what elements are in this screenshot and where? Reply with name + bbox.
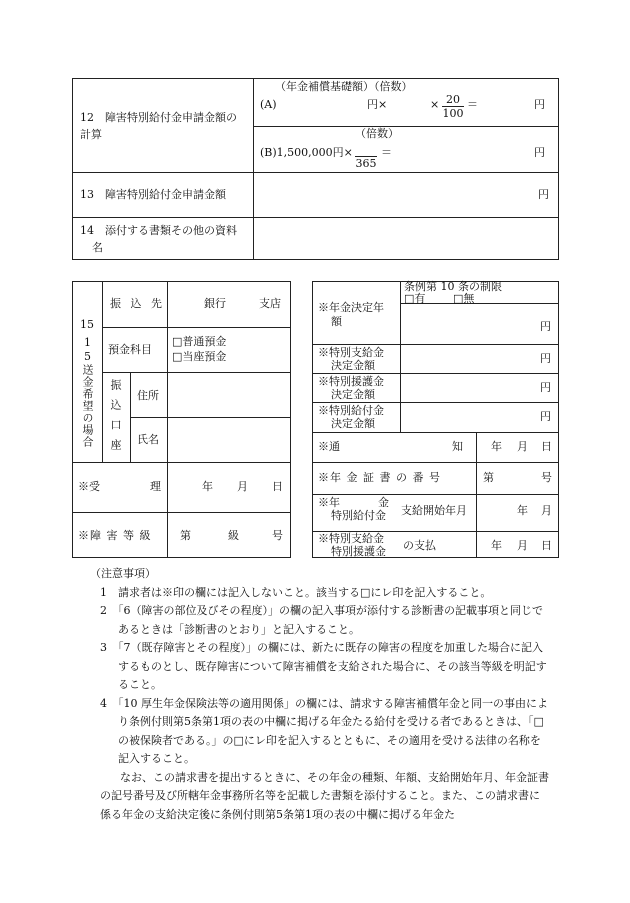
payment-day: 日 (541, 539, 552, 552)
payment-start-label: 支給開始年月 (401, 504, 467, 517)
item13-label: 13 障害特別給付金申請金額 (80, 188, 226, 201)
grade-kyu: 級 (228, 529, 239, 542)
notes-heading: （注意事項） (90, 567, 156, 580)
pension-benefit-label-1b: 金 (378, 496, 389, 509)
name-label: 氏名 (137, 433, 159, 446)
grade-dai: 第 (180, 529, 191, 542)
special-payment-label-1: ※特別支給金 (318, 346, 384, 359)
item12-row-b-header: （倍数） (355, 127, 399, 140)
certificate-go: 号 (541, 471, 552, 484)
branch-label: 支店 (259, 297, 281, 310)
item14-label-line1: 14 添付する書類その他の資料 (80, 224, 237, 237)
pension-annual-amount-label-1: ※年金決定年 (318, 301, 384, 314)
notification-month: 月 (517, 440, 528, 453)
item12-row-b-fraction (355, 143, 377, 170)
note-paragraph: なお、この請求書を提出するときに、その年金の種類、年額、支給開始年月、年金証書の記号番号及び所轄年金事務所名等を記載した書類を添付すること。また、この請求書に係る年金の支給決定後に条例付則第5条第1項の表の中欄に掲げる年金た (100, 770, 549, 821)
notification-day: 日 (541, 440, 552, 453)
payment-month: 月 (517, 539, 528, 552)
item12-row-b-denominator: 365 (355, 157, 377, 170)
receipt-label: ※受 (78, 480, 100, 493)
payment-start-year: 年 (517, 504, 528, 517)
item13-yen: 円 (538, 188, 549, 201)
item12-label-line1: 12 障害特別給付金申請金額の (80, 111, 237, 124)
payment-label: の支払 (403, 539, 436, 552)
pension-benefit-label-1a: ※年 (318, 496, 340, 509)
special-benefit-yen: 円 (540, 410, 551, 423)
item12-label-line2: 計算 (80, 128, 102, 141)
item12-row-a-yen: 円 (534, 98, 545, 111)
special-payment-label-2: 決定金額 (331, 359, 375, 372)
item12-row-a-header: （年金補償基礎額）（倍数） (275, 80, 413, 93)
ordinance-limit-label: 条例第 10 条の制限 (404, 280, 502, 293)
item14-label-line2: 名 (92, 241, 103, 254)
note-item-4: 4 「10 厚生年金保険法等の適用関係」の欄には、請求する障害補償年金と同一の事由により条例付則第5条第1項の表の中欄に掲げる年金たる給付を受ける者であるときは、「□ の被保険者である。」の□にレ印を記入するとともに、その適用を受ける法律の名称を記入すること。 (100, 696, 599, 765)
note-item-1: 1 請求者は※印の欄には記入しないこと。該当する□にレ印を記入すること。 (100, 585, 492, 599)
transfer-account-label: 振込口座 (109, 379, 122, 459)
item12-row-b-yen: 円 (534, 146, 545, 159)
payment-year: 年 (491, 539, 502, 552)
certificate-dai: 第 (483, 471, 494, 484)
remittance-destination-label: 振 込 先 (110, 297, 165, 310)
certificate-number-label: ※年 金 証 書 の 番 号 (318, 471, 441, 484)
item12-row-a-denominator: 100 (442, 107, 464, 120)
top-table-divider (253, 78, 254, 260)
item12-row-a-equals: ＝ (467, 98, 478, 111)
grade-go: 号 (272, 529, 283, 542)
notification-year: 年 (491, 440, 502, 453)
special-aid-label-2: 決定金額 (331, 388, 375, 401)
account-type-label: 預金科目 (108, 343, 152, 356)
special-payment-aid-label-1: ※特別支給金 (318, 532, 384, 545)
item12-row-a-prefix: (A) (260, 98, 277, 111)
limit-no-checkbox[interactable]: □無 (453, 292, 475, 305)
item12-row-a-numerator: 20 (442, 93, 464, 107)
notes-section (80, 565, 599, 824)
limit-yes-checkbox[interactable]: □有 (404, 292, 426, 305)
notification-label-2: 知 (452, 440, 463, 453)
special-benefit-label-2: 決定金額 (331, 417, 375, 430)
receipt-month: 月 (237, 480, 248, 493)
pension-benefit-label-2: 特別給付金 (331, 509, 386, 522)
item12-row-a-yen-times: 円× (367, 98, 388, 111)
special-payment-yen: 円 (540, 352, 551, 365)
remittance-table (72, 281, 291, 558)
payment-start-month: 月 (541, 504, 552, 517)
item12-row-b-equals: ＝ (381, 146, 392, 159)
item15-number: 15 (80, 318, 94, 331)
pension-annual-amount-label-2: 額 (331, 315, 342, 328)
ordinary-deposit-checkbox[interactable]: □普通預金 (172, 335, 227, 348)
current-deposit-checkbox[interactable]: □当座預金 (172, 350, 227, 363)
item12-row-b-prefix: (B)1,500,000円× (260, 146, 353, 159)
address-label: 住所 (137, 389, 159, 402)
receipt-year: 年 (202, 480, 213, 493)
item12-row-a-fraction (442, 93, 464, 120)
special-aid-label-1: ※特別援護金 (318, 375, 384, 388)
receipt-label-2: 理 (150, 480, 161, 493)
notification-label-1: ※通 (318, 440, 340, 453)
note-item-3: 3 「7（既存障害とその程度）」の欄には、新たに既存の障害の程度を加重した場合に記入するものとし、既存障害について障害補償を支給された場合に、その該当等級を明記すること。 (100, 641, 547, 691)
special-payment-aid-label-2: 特別援護金 (331, 545, 386, 558)
special-benefit-label-1: ※特別給付金 (318, 404, 384, 417)
bank-label: 銀行 (204, 297, 226, 310)
pension-annual-amount-yen: 円 (540, 320, 551, 333)
item15-vertical-title: 15送金希望の場合 (81, 336, 94, 448)
disability-grade-label: ※障 害 等 級 (78, 529, 152, 542)
note-item-2: 2 「6（障害の部位及びその程度）」の欄の記入事項が添付する診断書の記載事項と同じであるときは「診断書のとおり」と記入すること。 (100, 604, 543, 636)
special-aid-yen: 円 (540, 381, 551, 394)
receipt-day: 日 (272, 480, 283, 493)
item12-row-a-times: × (430, 98, 440, 111)
